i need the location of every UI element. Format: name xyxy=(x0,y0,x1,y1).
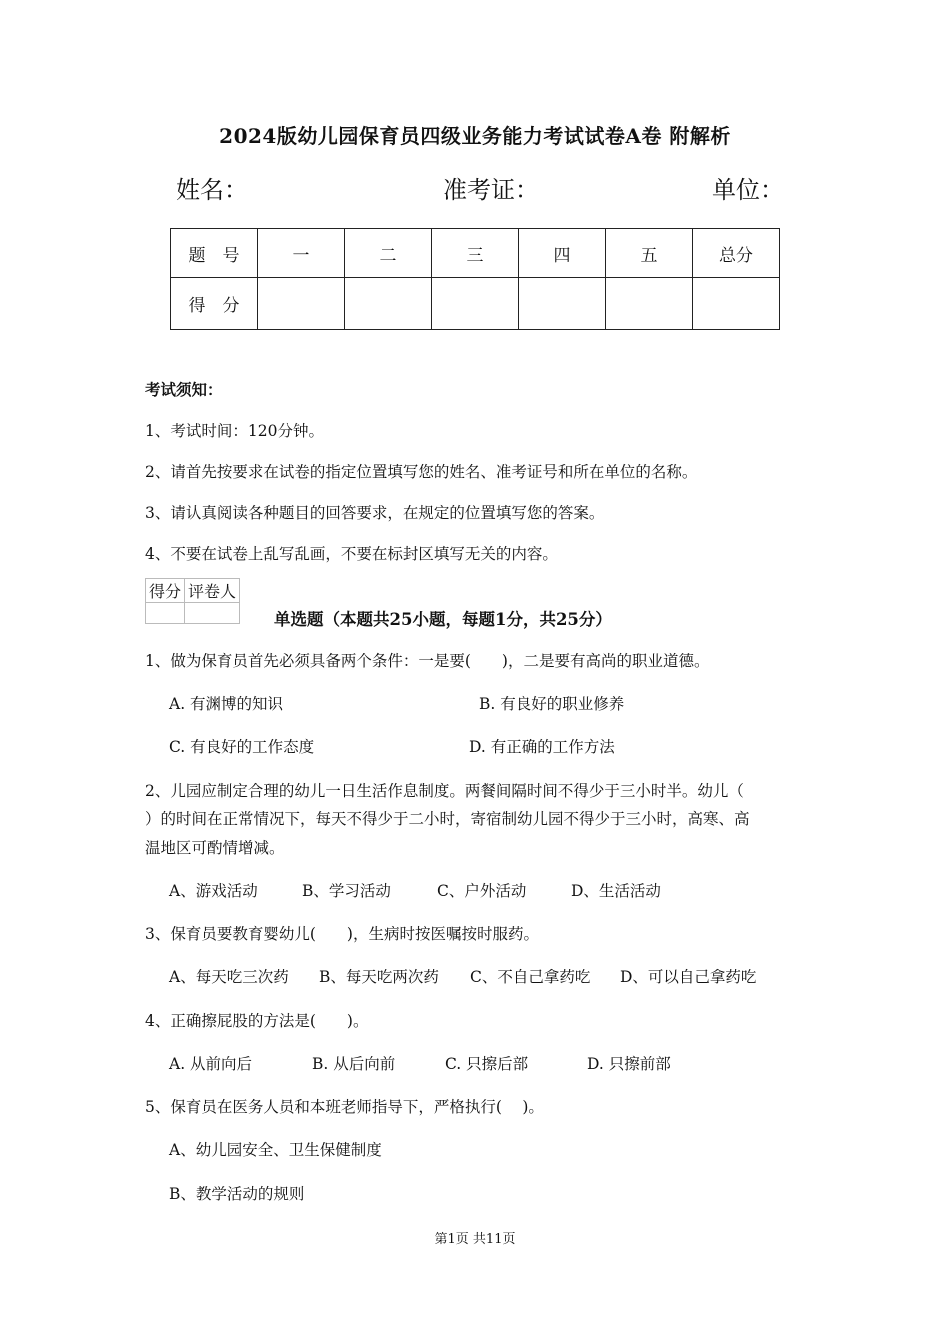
score-cell[interactable] xyxy=(432,278,519,330)
exam-id-label: 准考证： xyxy=(443,176,539,204)
option-d[interactable]: D、可以自己拿药吃 xyxy=(620,968,757,986)
option-b[interactable]: B. 有良好的职业修养 xyxy=(479,695,625,713)
option-c[interactable]: C. 有良好的工作态度 xyxy=(169,738,315,756)
option-a[interactable]: A、幼儿园安全、卫生保健制度 xyxy=(169,1141,382,1159)
score-cell[interactable] xyxy=(519,278,606,330)
notice-item: 2、请首先按要求在试卷的指定位置填写您的姓名、准考证号和所在单位的名称。 xyxy=(145,463,698,481)
question-stem-cont: 温地区可酌情增减。 xyxy=(145,839,285,857)
option-a[interactable]: A、每天吃三次药 xyxy=(169,968,289,986)
score-row-label: 得 分 xyxy=(171,278,258,330)
unit-label: 单位： xyxy=(712,176,784,204)
option-a[interactable]: A. 有渊博的知识 xyxy=(169,695,284,713)
notice-item: 1、考试时间：120分钟。 xyxy=(145,422,324,440)
notice-item: 4、不要在试卷上乱写乱画，不要在标封区填写无关的内容。 xyxy=(145,545,558,563)
question-stem: 5、保育员在医务人员和本班老师指导下，严格执行( )。 xyxy=(145,1098,544,1116)
option-c[interactable]: C、户外活动 xyxy=(437,882,527,900)
option-b[interactable]: B、每天吃两次药 xyxy=(319,968,439,986)
score-cell[interactable] xyxy=(258,278,345,330)
score-header-cell: 四 xyxy=(519,229,606,278)
option-d[interactable]: D. 只擦前部 xyxy=(587,1055,671,1073)
question-stem: 1、做为保育员首先必须具备两个条件：一是要( )，二是要有高尚的职业道德。 xyxy=(145,652,710,670)
grader-score-label: 得分 xyxy=(146,579,185,603)
option-b[interactable]: B、教学活动的规则 xyxy=(169,1185,305,1203)
score-cell[interactable] xyxy=(693,278,780,330)
page-footer: 第1页 共11页 xyxy=(434,1232,516,1247)
option-c[interactable]: C. 只擦后部 xyxy=(445,1055,529,1073)
option-a[interactable]: A. 从前向后 xyxy=(169,1055,253,1073)
score-cell[interactable] xyxy=(345,278,432,330)
question-stem: 4、正确擦屁股的方法是( )。 xyxy=(145,1012,369,1030)
option-b[interactable]: B. 从后向前 xyxy=(312,1055,396,1073)
grader-score-cell[interactable] xyxy=(146,603,185,624)
score-header-cell: 总分 xyxy=(693,229,780,278)
question-stem: 2、儿园应制定合理的幼儿一日生活作息制度。两餐间隔时间不得少于三小时半。幼儿（ xyxy=(145,782,744,800)
score-table xyxy=(170,228,780,330)
notice-item: 3、请认真阅读各种题目的回答要求，在规定的位置填写您的答案。 xyxy=(145,504,605,522)
option-c[interactable]: C、不自己拿药吃 xyxy=(470,968,591,986)
option-d[interactable]: D. 有正确的工作方法 xyxy=(469,738,615,756)
option-a[interactable]: A、游戏活动 xyxy=(169,882,258,900)
score-cell[interactable] xyxy=(606,278,693,330)
option-b[interactable]: B、学习活动 xyxy=(302,882,391,900)
option-d[interactable]: D、生活活动 xyxy=(571,882,661,900)
score-header-cell: 二 xyxy=(345,229,432,278)
page-title: 2024版幼儿园保育员四级业务能力考试试卷A卷 附解析 xyxy=(219,124,731,148)
score-header-cell: 一 xyxy=(258,229,345,278)
section-title: 单选题（本题共25小题，每题1分，共25分） xyxy=(274,610,612,629)
score-header-cell: 三 xyxy=(432,229,519,278)
name-label: 姓名： xyxy=(176,176,248,204)
notice-heading: 考试须知： xyxy=(145,380,223,399)
question-stem: 3、保育员要教育婴幼儿( )，生病时按医嘱按时服药。 xyxy=(145,925,539,943)
score-header-label: 题 号 xyxy=(171,229,258,278)
score-header-cell: 五 xyxy=(606,229,693,278)
grader-table xyxy=(145,578,240,624)
grader-name-label: 评卷人 xyxy=(185,579,240,603)
question-stem-cont: ）的时间在正常情况下，每天不得少于二小时，寄宿制幼儿园不得少于三小时，高寒、高 xyxy=(145,810,750,828)
grader-name-cell[interactable] xyxy=(185,603,240,624)
